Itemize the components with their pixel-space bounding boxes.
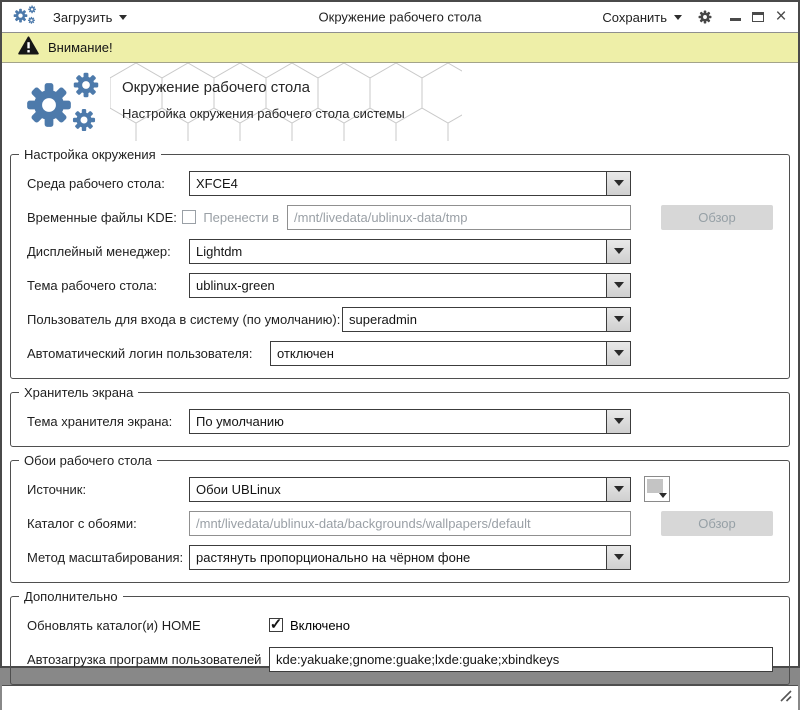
- row-desktop-environment: [27, 170, 773, 196]
- kde-tmp-move-label: Перенести в: [203, 209, 279, 225]
- default-user-select[interactable]: [342, 307, 631, 332]
- wallpaper-source-label: Источник:: [27, 481, 87, 497]
- section-environment-legend: Настройка окружения: [24, 147, 156, 162]
- warning-triangle-icon: [18, 36, 39, 60]
- chevron-down-icon: [674, 15, 682, 20]
- desktop-theme-label: Тема рабочего стола:: [27, 277, 158, 293]
- status-bar: [2, 685, 798, 710]
- app-logo-gears-icon: [22, 71, 108, 140]
- minimize-icon: [730, 18, 741, 21]
- desktop-environment-select[interactable]: [189, 171, 631, 196]
- section-additional-legend: Дополнительно: [24, 589, 118, 604]
- settings-gear-icon[interactable]: [698, 9, 712, 25]
- wallpaper-scaling-value: растянуть пропорционально на чёрном фоне: [196, 549, 471, 565]
- desktop-theme-value: ublinux-green: [196, 277, 275, 293]
- dropdown-arrow-icon[interactable]: [606, 274, 630, 297]
- default-user-label: Пользователь для входа в систему (по умолчанию):: [27, 311, 341, 327]
- row-wallpaper-source: [27, 476, 773, 502]
- wallpaper-directory-label: Каталог с обоями:: [27, 515, 137, 531]
- row-update-home: [27, 612, 773, 638]
- row-display-manager: [27, 238, 773, 264]
- resize-grip[interactable]: [778, 689, 792, 707]
- load-menu-label: Загрузить: [53, 9, 113, 25]
- screensaver-theme-label: Тема хранителя экрана:: [27, 413, 173, 429]
- row-default-user: [27, 306, 773, 332]
- section-wallpaper-legend: Обои рабочего стола: [24, 453, 152, 468]
- chevron-down-icon: [119, 15, 127, 20]
- dropdown-arrow-icon[interactable]: [606, 308, 630, 331]
- display-manager-value: Lightdm: [196, 243, 243, 259]
- section-wallpaper: [10, 453, 790, 583]
- autologin-value: отключен: [277, 345, 334, 361]
- page-title: Окружение рабочего стола: [122, 79, 311, 96]
- dropdown-arrow-icon[interactable]: [606, 478, 630, 501]
- maximize-button[interactable]: [751, 9, 765, 25]
- kde-tmp-browse-button[interactable]: Обзор: [661, 205, 773, 230]
- desktop-environment-value: XFCE4: [196, 175, 238, 191]
- screensaver-theme-value: По умолчанию: [196, 413, 284, 429]
- save-menu-label: Сохранить: [602, 9, 667, 25]
- page-header: [2, 63, 798, 141]
- kde-tmp-move-checkbox[interactable]: [182, 210, 196, 224]
- desktop-environment-label: Среда рабочего стола:: [27, 175, 165, 191]
- autologin-label: Автоматический логин пользователя:: [27, 345, 253, 361]
- autologin-select[interactable]: [270, 341, 631, 366]
- default-user-value: superadmin: [349, 311, 417, 327]
- wallpaper-picker-button[interactable]: [644, 476, 670, 502]
- wallpaper-directory-browse-button[interactable]: Обзор: [661, 511, 773, 536]
- wallpaper-directory-input[interactable]: [189, 511, 631, 536]
- warning-banner: [2, 33, 798, 63]
- kde-tmp-path-input[interactable]: [287, 205, 631, 230]
- update-home-checkbox-label: Включено: [290, 617, 350, 633]
- row-desktop-theme: [27, 272, 773, 298]
- dropdown-arrow-icon[interactable]: [606, 172, 630, 195]
- minimize-button[interactable]: [728, 9, 742, 25]
- row-autostart: [27, 646, 773, 672]
- section-additional: [10, 589, 790, 685]
- section-screensaver: [10, 385, 790, 447]
- wallpaper-source-value: Обои UBLinux: [196, 481, 281, 497]
- warning-text: Внимание!: [48, 40, 113, 55]
- close-icon: ×: [775, 6, 787, 27]
- autostart-label: Автозагрузка программ пользователей: [27, 651, 262, 667]
- update-home-label: Обновлять каталог(и) HOME: [27, 617, 201, 633]
- update-home-checkbox[interactable]: [269, 618, 283, 632]
- screensaver-theme-select[interactable]: [189, 409, 631, 434]
- wallpaper-source-select[interactable]: [189, 477, 631, 502]
- maximize-icon: [752, 12, 764, 22]
- titlebar: [2, 2, 798, 33]
- section-screensaver-legend: Хранитель экрана: [24, 385, 134, 400]
- wallpaper-scaling-label: Метод масштабирования:: [27, 549, 184, 565]
- section-environment: [10, 147, 790, 379]
- kde-tmp-label: Временные файлы KDE:: [27, 209, 177, 225]
- dropdown-arrow-icon[interactable]: [606, 410, 630, 433]
- app-gears-icon: [12, 5, 39, 30]
- row-autologin: [27, 340, 773, 366]
- display-manager-select[interactable]: [189, 239, 631, 264]
- row-wallpaper-directory: [27, 510, 773, 536]
- dropdown-arrow-icon[interactable]: [606, 240, 630, 263]
- close-button[interactable]: [774, 6, 788, 27]
- row-kde-tmp: [27, 204, 773, 230]
- row-wallpaper-scaling: [27, 544, 773, 570]
- window-title: Окружение рабочего стола: [318, 9, 482, 25]
- dropdown-arrow-icon[interactable]: [606, 546, 630, 569]
- wallpaper-scaling-select[interactable]: [189, 545, 631, 570]
- dropdown-arrow-icon[interactable]: [606, 342, 630, 365]
- save-menu-button[interactable]: [602, 10, 682, 25]
- color-swatch: [647, 479, 663, 493]
- display-manager-label: Дисплейный менеджер:: [27, 243, 171, 259]
- row-screensaver-theme: [27, 408, 773, 434]
- desktop-theme-select[interactable]: [189, 273, 631, 298]
- load-menu-button[interactable]: [53, 10, 127, 25]
- page-subtitle: Настройка окружения рабочего стола системы: [122, 106, 405, 121]
- dropdown-arrow-icon: [659, 493, 667, 498]
